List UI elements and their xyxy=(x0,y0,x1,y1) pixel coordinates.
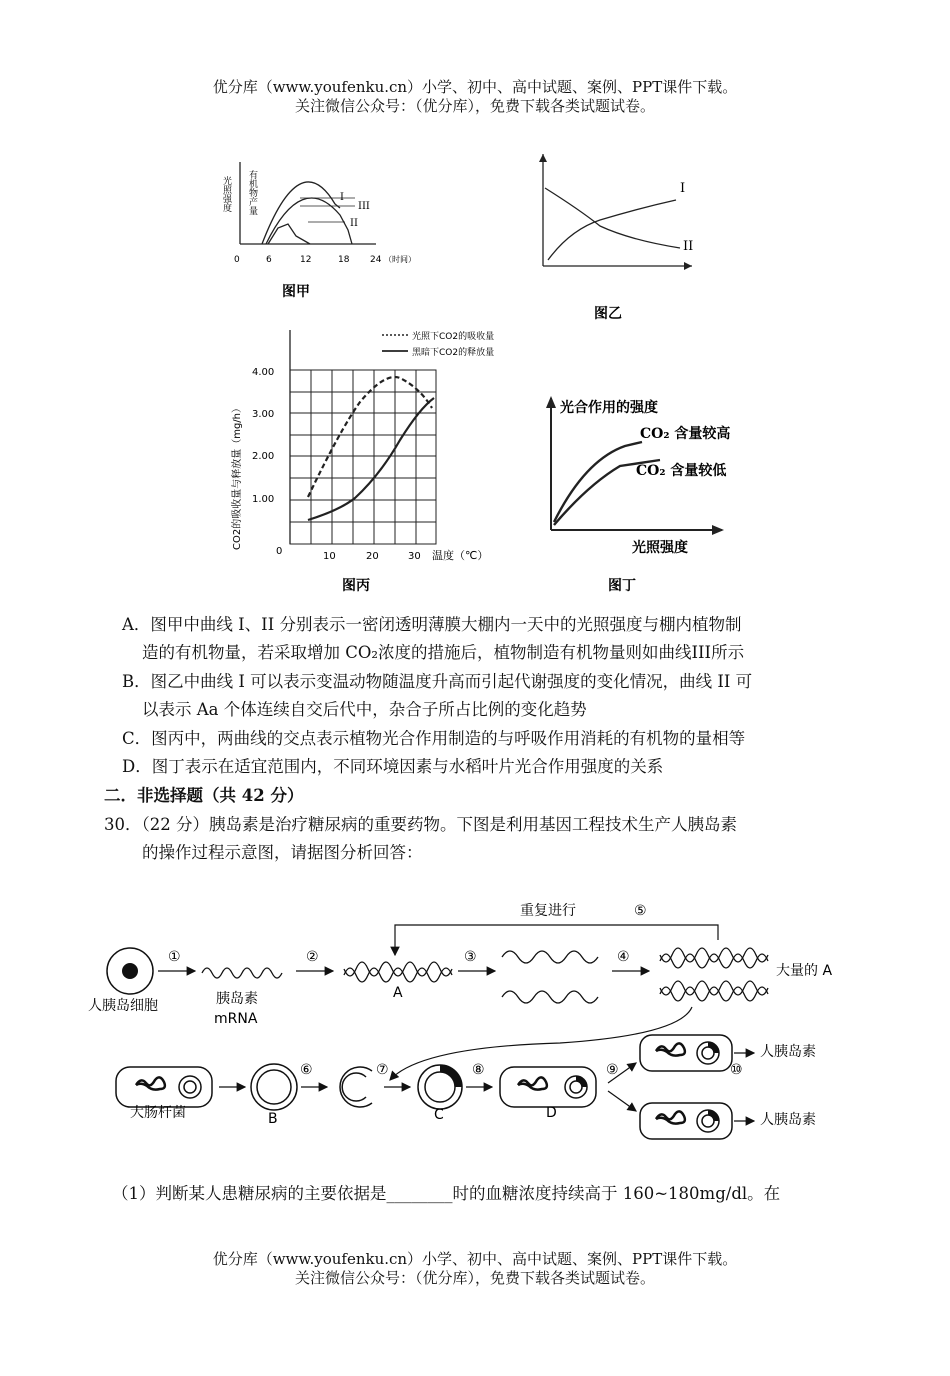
flow-step-5: ⑤ xyxy=(634,903,647,919)
flow-step-7: ⑦ xyxy=(376,1062,389,1078)
jia-xtick: 18 xyxy=(338,255,350,265)
fig-ding-caption: 图丁 xyxy=(608,578,636,594)
jia-label-I: I xyxy=(340,192,344,203)
ding-xlabel: 光照强度 xyxy=(632,540,688,556)
flow-step-6: ⑥ xyxy=(300,1062,313,1078)
flow-step-3: ③ xyxy=(464,949,477,965)
jia-xunit: （时间） xyxy=(384,255,416,264)
flow-step-9: ⑨ xyxy=(606,1062,619,1078)
dna-a-label: A xyxy=(393,985,403,1001)
jia-curve-III xyxy=(266,198,352,244)
bing-ytick: 1.00 xyxy=(252,494,275,505)
bing-curve-dotted xyxy=(308,377,432,497)
flow-step-8: ⑧ xyxy=(472,1062,485,1078)
jia-curve-II xyxy=(268,224,310,244)
mrna-label-1: 胰岛素 xyxy=(216,991,258,1007)
header-line-1: 优分库（www.youfenku.cn）小学、初中、高中试题、案例、PPT课件下载。 xyxy=(212,78,738,96)
q30-line2: 的操作过程示意图，请据图分析回答： xyxy=(142,843,423,862)
ding-label-high: CO₂ 含量较高 xyxy=(640,426,731,442)
footer-line-1: 优分库（www.youfenku.cn）小学、初中、高中试题、案例、PPT课件下载。 xyxy=(212,1250,738,1268)
jia-xtick: 6 xyxy=(266,255,272,265)
fig-jia-caption: 图甲 xyxy=(282,284,310,300)
option-c: C．图丙中，两曲线的交点表示植物光合作用制造的与呼吸作用消耗的有机物的量相等 xyxy=(122,729,746,748)
ding-label-low: CO₂ 含量较低 xyxy=(636,463,727,479)
flow-step-10: ⑩ xyxy=(730,1062,743,1078)
bing-xtick: 20 xyxy=(366,551,379,562)
q30-line1: 30．（22 分）胰岛素是治疗糖尿病的重要药物。下图是利用基因工程技术生产人胰岛素 xyxy=(104,815,737,834)
bing-xtick: 0 xyxy=(276,546,283,557)
plasmid-b xyxy=(251,1064,297,1110)
cell-label: 人胰岛细胞 xyxy=(88,998,158,1014)
ding-ylabel: 光合作用的强度 xyxy=(560,400,658,416)
fig-jia-ylabel2: 有机物产量 xyxy=(247,170,257,215)
bacterium-d-label: D xyxy=(546,1105,557,1121)
option-b-line1: B．图乙中曲线 I 可以表示变温动物随温度升高而引起代谢强度的变化情况，曲线 II 可 xyxy=(122,672,753,691)
yi-curve-II xyxy=(545,188,680,248)
footer-line-2: 关注微信公众号：（优分库），免费下载各类试题试卷。 xyxy=(294,1269,655,1287)
bing-xtick: 10 xyxy=(323,551,336,562)
jia-label-II: II xyxy=(350,218,358,229)
yi-curve-I xyxy=(548,200,676,260)
mrna-label-2: mRNA xyxy=(214,1011,258,1027)
section-2-title: 二．非选择题（共 42 分） xyxy=(104,786,304,805)
option-a-line2: 造的有机物量，若采取增加 CO₂浓度的措施后，植物制造有机物量则如曲线III所示 xyxy=(142,643,745,662)
bing-ylabel: CO2的吸收量与释放量（mg/h） xyxy=(232,402,243,550)
bing-xlabel: 温度（℃） xyxy=(432,549,489,562)
option-b-line2: 以表示 Aa 个体连续自交后代中，杂合子所占比例的变化趋势 xyxy=(142,700,587,719)
jia-xtick: 24 xyxy=(370,255,382,265)
ecoli-label: 大肠杆菌 xyxy=(130,1105,186,1121)
fig-ding xyxy=(546,396,730,594)
fig-jia-ylabel1: 光照强度 xyxy=(221,176,231,212)
flow-repeat-label: 重复进行 xyxy=(520,903,576,919)
jia-label-III: III xyxy=(358,201,370,212)
bing-ytick: 4.00 xyxy=(252,367,275,378)
insulin-label-top: 人胰岛素 xyxy=(760,1044,816,1060)
bing-legend-solid: 黑暗下CO2的释放量 xyxy=(412,348,495,358)
plasmid-b-label: B xyxy=(268,1111,278,1127)
bing-xtick: 30 xyxy=(408,551,421,562)
bing-ytick: 2.00 xyxy=(252,451,275,462)
mrna-strand xyxy=(202,968,282,978)
yi-label-I: I xyxy=(680,181,686,196)
fig-bing-caption: 图丙 xyxy=(342,578,370,594)
yi-label-II: II xyxy=(683,239,694,254)
option-d: D．图丁表示在适宜范围内，不同环境因素与水稻叶片光合作用强度的关系 xyxy=(122,757,664,776)
insulin-label-bottom: 人胰岛素 xyxy=(760,1112,816,1128)
jia-xtick: 0 xyxy=(234,255,240,265)
header-line-2: 关注微信公众号：（优分库），免费下载各类试题试卷。 xyxy=(294,97,655,115)
many-a-label: 大量的 A xyxy=(776,963,833,979)
fig-yi xyxy=(539,154,693,322)
fig-jia xyxy=(221,162,416,300)
flow-diagram xyxy=(0,895,950,1165)
bing-legend-dotted: 光照下CO2的吸收量 xyxy=(412,332,495,342)
q1-text: （1）判断某人患糖尿病的主要依据是________时的血糖浓度持续高于 160~180mg/dl。在 xyxy=(112,1184,781,1203)
recombinant-c-label: C xyxy=(434,1107,444,1123)
fig-bing xyxy=(230,330,494,594)
fig-yi-caption: 图乙 xyxy=(594,306,622,322)
bing-ytick: 3.00 xyxy=(252,409,275,420)
flow-step-2: ② xyxy=(306,949,319,965)
flow-step-4: ④ xyxy=(617,949,630,965)
jia-xtick: 12 xyxy=(300,255,312,265)
flow-step-1: ① xyxy=(168,949,181,965)
option-a-line1: A．图甲中曲线 I、II 分别表示一密闭透明薄膜大棚内一天中的光照强度与棚内植物制 xyxy=(122,615,742,634)
